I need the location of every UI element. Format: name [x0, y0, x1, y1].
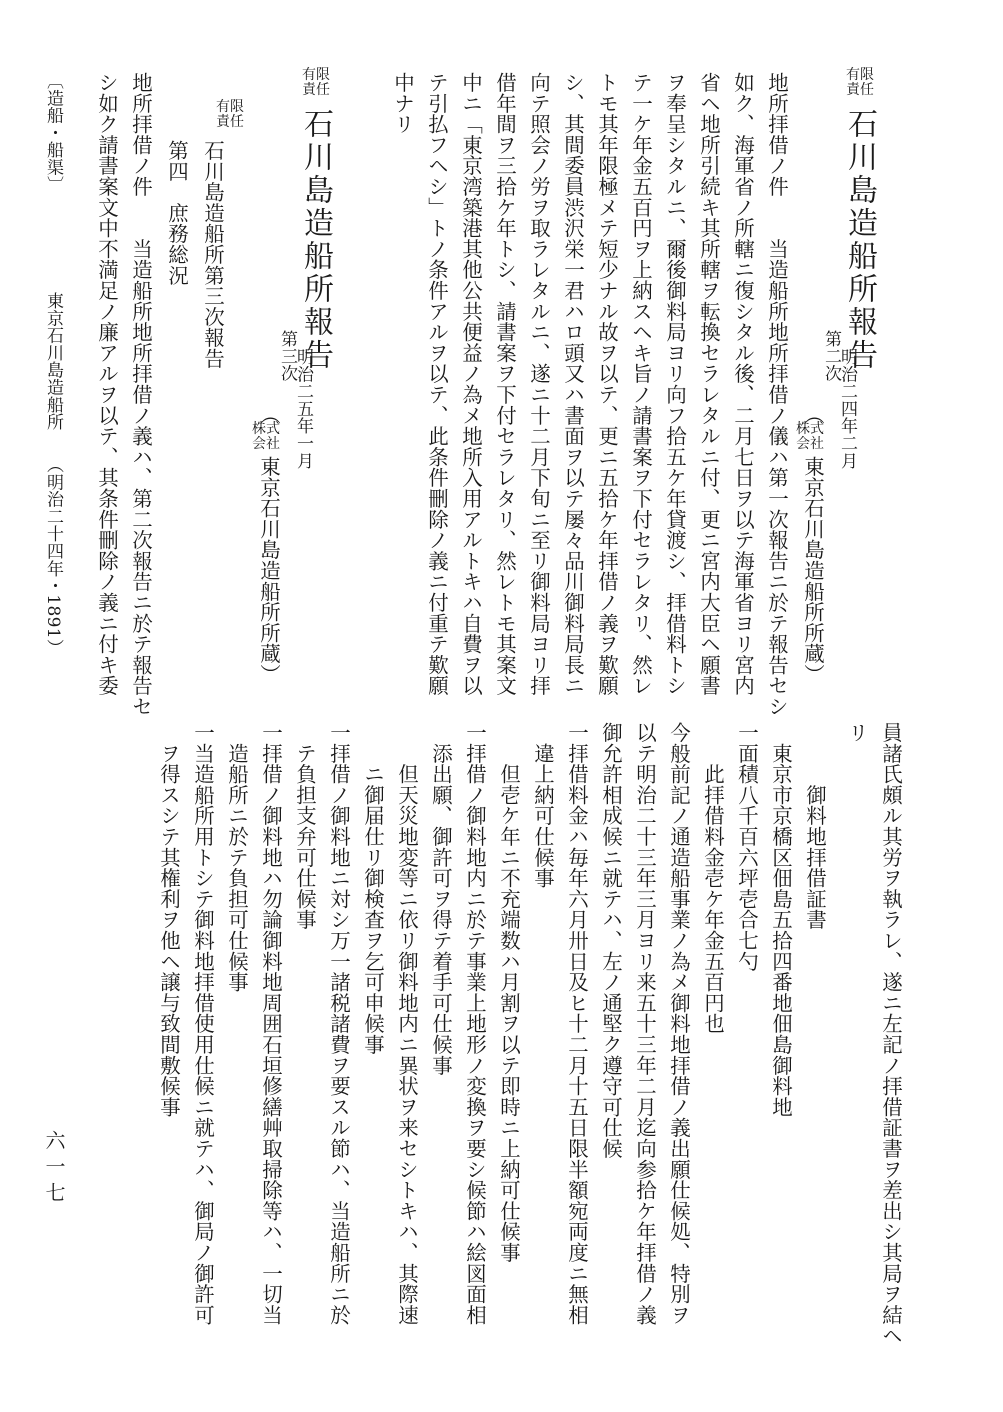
report3-sub-resp-l2: 責任	[216, 114, 244, 130]
lower-line-2: 御料地拝借証書	[802, 722, 827, 930]
lower-line-1: リ	[844, 722, 869, 743]
lower-line-0: 員諸氏頗ル其労ヲ執ラレ、遂ニ左記ノ拝借証書ヲ差出シ其局ヲ結ヘ	[878, 722, 903, 1346]
report2-para-7: 向テ照会ノ労ヲ取ラレタルニ、遂ニ十二月下旬ニ至リ御料局ヨリ拝	[526, 72, 551, 696]
lower-line-6: 今般前記ノ通造船事業ノ為メ御料地拝借ノ義出願仕候処、特別ヲ	[666, 722, 691, 1326]
report2-source-wrap: （	[800, 404, 825, 425]
report3-para-1: シ如ク請書案文中不満足ノ廉アルヲ以テ、其条件刪除ノ義ニ付キ委	[94, 72, 119, 696]
lower-line-15: ニ御届仕リ御検査ヲ乞可申候事	[360, 722, 385, 1055]
lower-line-8: 御允許相成候ニ就テハ、左ノ通堅ク遵守可仕候	[598, 722, 623, 1159]
report3-source-paren: （	[256, 404, 281, 425]
lower-line-17: テ負担支弁可仕候事	[292, 722, 317, 930]
lower-line-10: 違上納可仕候事	[530, 722, 555, 889]
report3-co-l1: 株式	[252, 421, 280, 437]
lower-line-14: 但天災地変等ニ依リ御料地内ニ異状ヲ来セシトキハ、其際速	[394, 722, 419, 1326]
lower-line-11: 但壱ケ年ニ不充端数ハ月割ヲ以テ即時ニ上納可仕候事	[496, 722, 521, 1263]
lower-line-12: 一拝借ノ御料地内ニ於テ事業上地形ノ変換ヲ要シ候節ハ絵図面相	[462, 722, 487, 1326]
lower-line-21: ヲ得スシテ其権利ヲ他ヘ譲与致間敷候事	[156, 722, 181, 1118]
footer-era: （明治二十四年・1891）	[43, 456, 63, 657]
report3-resp-stack	[302, 68, 330, 98]
lower-line-4: 一面積八千百六坪壱合七勺	[734, 722, 759, 972]
report3-section: 第四 庶務総況	[164, 140, 189, 286]
footer-category: 〔造船・船渠〕	[43, 72, 63, 194]
lower-line-3: 東京市京橋区佃島五拾四番地佃島御料地	[768, 722, 793, 1118]
report2-para-8: 借年間ヲ三拾ケ年トシ、請書案ヲ下付セラレタリ、然レトモ其案文	[492, 72, 517, 696]
report2-para-11: 中ナリ	[390, 72, 415, 135]
report3-source: 東京石川島造船所所蔵）	[256, 456, 281, 685]
report3-para-0: 地所拝借ノ件 当造船所地所拝借ノ義ハ、第二次報告ニ於テ報告セ	[128, 72, 153, 717]
report2-resp-l2: 責任	[846, 82, 874, 98]
report3-resp-l1: 有限	[302, 67, 330, 83]
report2-source: 東京石川島造船所所蔵）	[800, 456, 825, 685]
lower-line-19: 造船所ニ於テ負担可仕候事	[224, 722, 249, 993]
lower-line-16: 一拝借ノ御料地ニ対シ万一諸税諸費ヲ要スル節ハ、当造船所ニ於	[326, 722, 351, 1326]
report2-title: 石川島造船所報告	[842, 108, 877, 372]
report2-para-6: シ、其間委員渋沢栄一君ハロ頭又ハ書面ヲ以テ屡々品川御料局長ニ	[560, 72, 585, 696]
report3-sub-resp-stack	[216, 100, 244, 130]
lower-line-18: 一拝借ノ御料地ハ勿論御料地周囲石垣修繕艸取掃除等ハ、一切当	[258, 722, 283, 1326]
report2-date-l1: 第二次	[821, 330, 841, 382]
report2-para-5: トモ其年限極メテ短少ナル故ヲ以テ、更ニ五拾ケ年拝借ノ義ヲ歎願	[594, 72, 619, 696]
report2-para-9: 中ニ「東京湾築港其他公共便益ノ為メ地所入用アルトキハ自費ヲ以	[458, 72, 483, 696]
lower-line-5: 此拝借料金壱ケ年金五百円也	[700, 722, 725, 1034]
report3-date-num: 第三次	[277, 330, 297, 382]
report3-subtitle: 石川島造船所第三次報告	[200, 140, 225, 369]
report2-para-0: 地所拝借ノ件 当造船所地所拝借ノ儀ハ第一次報告ニ於テ報告セシ	[764, 72, 789, 717]
report2-resp-stack	[846, 68, 874, 98]
lower-line-13: 添出願、御許可ヲ得テ着手可仕候事	[428, 722, 453, 1076]
report2-para-2: 省ヘ地所引続キ其所轄ヲ転換セラレタルニ付、更ニ宮内大臣ヘ願書	[696, 72, 721, 696]
report2-para-10: テ引払フヘシ」トノ条件アルヲ以テ、此条件刪除ノ義ニ付重テ歎願	[424, 72, 449, 696]
lower-line-7: 以テ明治二十三年三月ヨリ来五十三年二月迄向参拾ケ年拝借ノ義	[632, 722, 657, 1326]
report2-para-3: ヲ奉呈シタルニ、爾後御料局ヨリ向フ拾五ケ年貸渡シ、拝借料トシ	[662, 72, 687, 696]
report2-co-stack	[796, 422, 824, 452]
report3-co-l2: 会社	[252, 436, 280, 452]
report3-title: 石川島造船所報告	[298, 108, 333, 372]
footer-company: 東京石川島造船所	[43, 292, 63, 431]
report3-date: 明治二五年一月	[293, 348, 313, 470]
report2-resp-l1: 有限	[846, 67, 874, 83]
report2-co-l1: 株式	[796, 421, 824, 437]
report3-co-stack	[252, 422, 280, 452]
report2-para-4: テ一ケ年金五百円ヲ上納スヘキ旨ノ請書案ヲ下付セラレタリ、然レ	[628, 72, 653, 696]
lower-line-20: 一当造船所用トシテ御料地拝借使用仕候ニ就テハ、御局ノ御許可	[190, 722, 215, 1326]
page-number: 六一七	[42, 1130, 66, 1208]
report2-co-l2: 会社	[796, 436, 824, 452]
report3-resp-l2: 責任	[302, 82, 330, 98]
lower-line-9: 一拝借料金ハ毎年六月卅日及ヒ十二月十五日限半額宛両度ニ無相	[564, 722, 589, 1326]
report2-para-1: 如ク、海軍省ノ所轄ニ復シタル後、二月七日ヲ以テ海軍省ヨリ宮内	[730, 72, 755, 696]
report3-sub-resp-l1: 有限	[216, 99, 244, 115]
report2-date: 明治二四年二月	[837, 348, 857, 470]
